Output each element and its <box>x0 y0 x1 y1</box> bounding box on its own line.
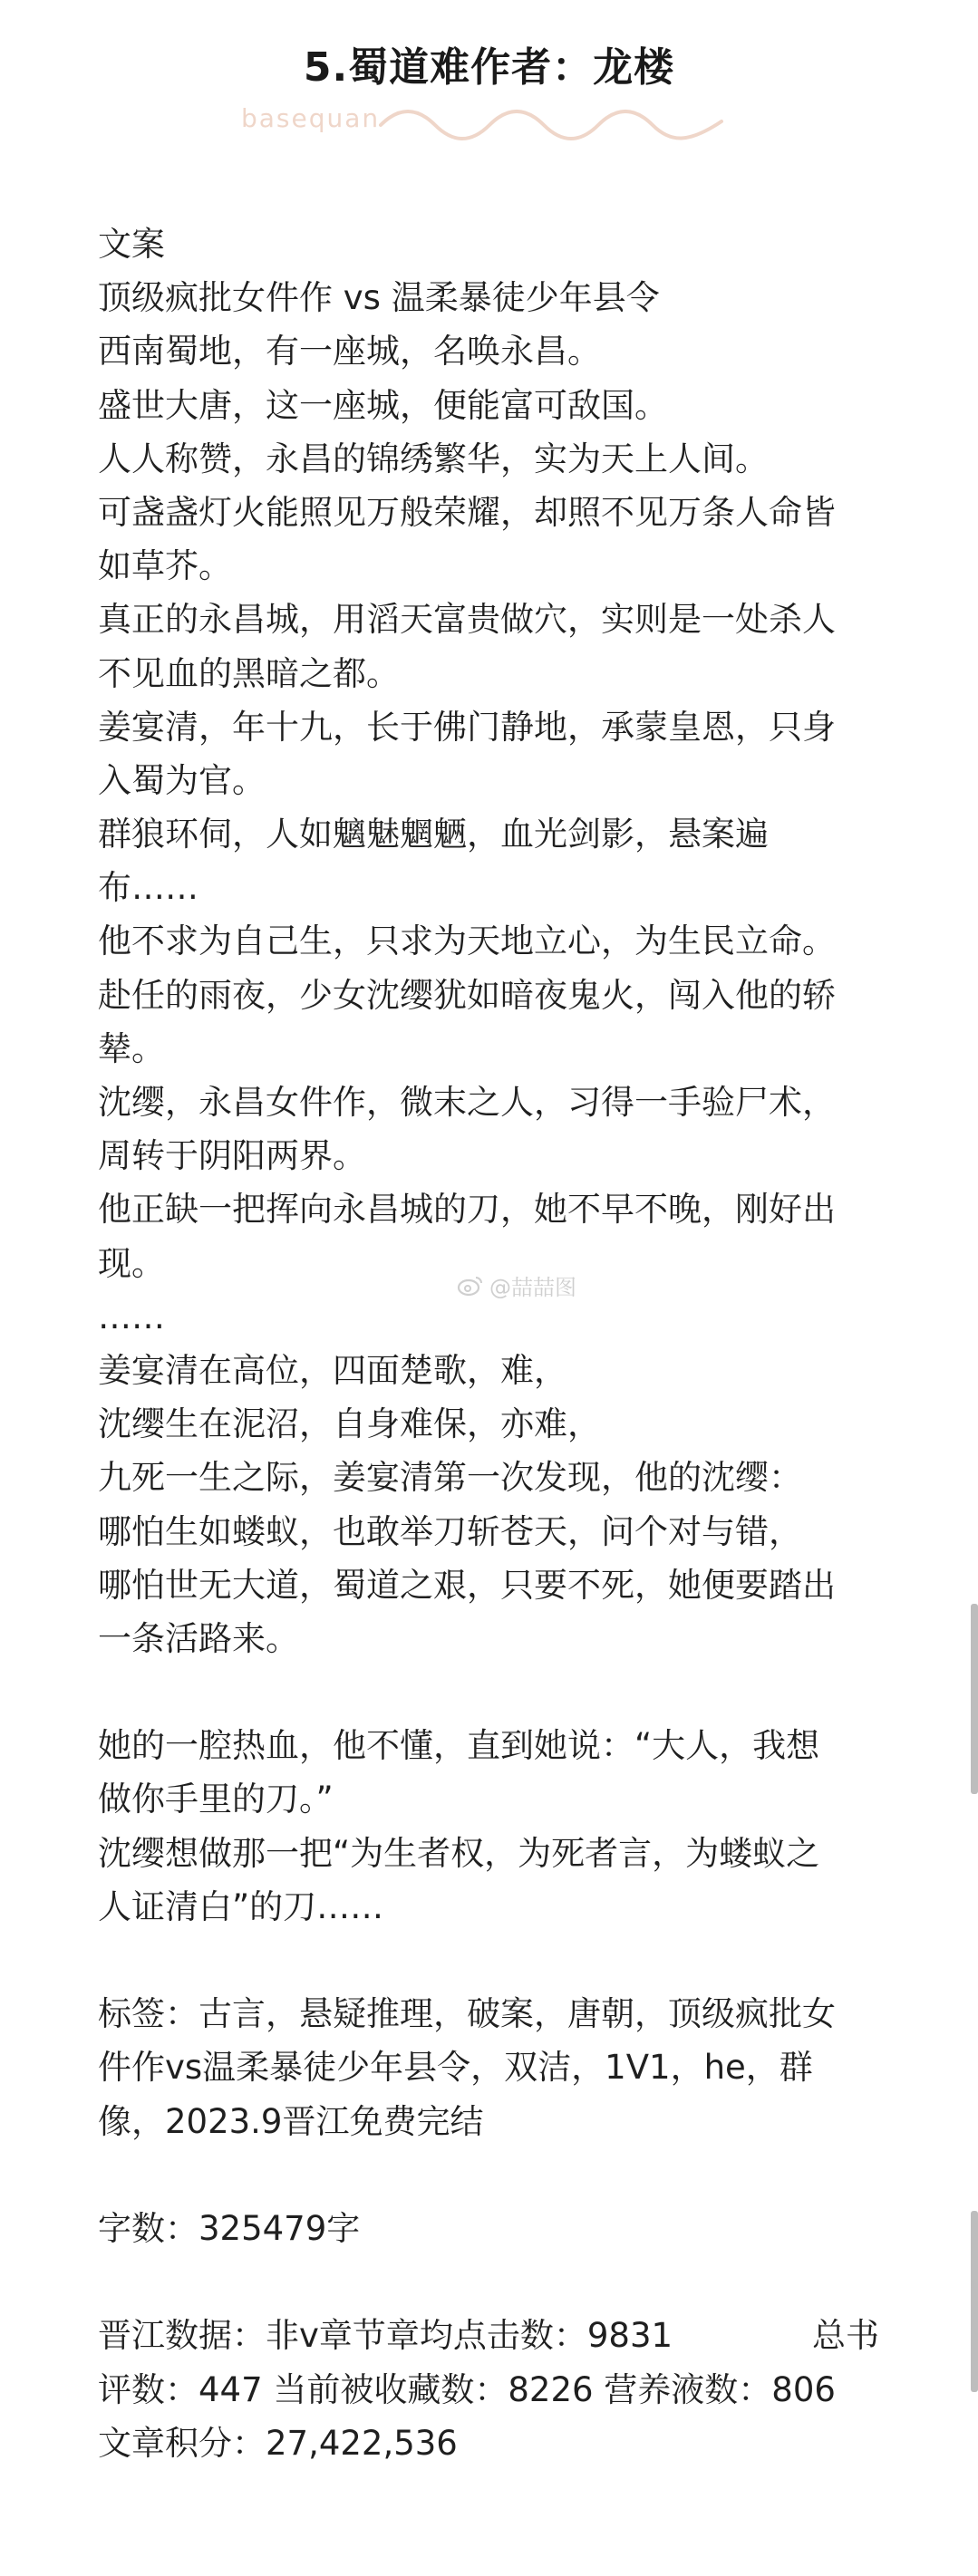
blank-line <box>98 2255 896 2309</box>
weibo-icon <box>457 1275 484 1297</box>
text-line: 做你手里的刀。” <box>98 1780 334 1819</box>
text-line: 姜宴清在高位，四面楚歌，难， <box>98 1350 567 1390</box>
scrollbar-thumb-upper[interactable] <box>971 1604 978 1794</box>
text-line: 沈缨想做那一把“为生者权，为死者言，为蝼蚁之 <box>98 1833 820 1873</box>
text-line: 可盏盏灯火能照见万般荣耀，却照不见万条人命皆 <box>98 492 836 532</box>
watermark-text: @喆喆图 <box>489 1275 576 1300</box>
text-line: …… <box>98 1297 165 1336</box>
page-title: 5.蜀道难作者：龙楼 <box>303 44 675 91</box>
text-line: 哪怕世无大道，蜀道之艰，只要不死，她便要踏出 <box>98 1565 836 1605</box>
text-line: 不见血的黑暗之都。 <box>98 653 400 693</box>
text-line: 哪怕生如蝼蚁，也敢举刀斩苍天，问个对与错， <box>98 1511 802 1551</box>
scrollbar-thumb-lower[interactable] <box>971 2211 978 2392</box>
text-line: 真正的永昌城，用滔天富贵做穴，实则是一处杀人 <box>98 600 836 640</box>
text-line: 九死一生之际，姜宴清第一次发现，他的沈缨： <box>98 1458 802 1498</box>
text-line: 入蜀为官。 <box>98 760 266 800</box>
text-line: 辇。 <box>98 1028 165 1068</box>
text-line: 群狼环伺，人如魑魅魍魉，血光剑影，悬案遍 <box>98 815 769 854</box>
text-line: 如草芥。 <box>98 546 232 586</box>
text-line: 沈缨生在泥沼，自身难保，亦难， <box>98 1404 601 1444</box>
stats-line-1 <box>98 2309 879 2362</box>
stats-clicks: 晋江数据：非v章节章均点击数：9831 <box>98 2316 673 2356</box>
body-lines <box>98 217 896 2309</box>
wave-decoration-icon <box>379 100 723 145</box>
text-line: 盛世大唐，这一座城，便能富可敌国。 <box>98 385 668 425</box>
text-line: 标签：古言，悬疑推理，破案，唐朝，顶级疯批女 <box>98 1994 836 2034</box>
text-line: 一条活路来。 <box>98 1618 299 1658</box>
stats-line-3: 文章积分：27,422,536 <box>98 2423 458 2463</box>
text-line: 周转于阴阳两界。 <box>98 1136 366 1176</box>
text-line: 他不求为自己生，只求为天地立心，为生民立命。 <box>98 921 836 961</box>
text-line: 她的一腔热血，他不懂，直到她说：“大人，我想 <box>98 1726 820 1766</box>
text-line: 布…… <box>98 868 199 908</box>
text-line: 西南蜀地，有一座城，名唤永昌。 <box>98 332 601 371</box>
blank-line <box>98 1934 896 1987</box>
article-body <box>98 217 896 2470</box>
text-line: 现。 <box>98 1243 165 1283</box>
text-line: 字数：325479字 <box>98 2208 361 2248</box>
text-line: 人证清白”的刀…… <box>98 1886 384 1926</box>
stats-line-2: 评数：447 当前被收藏数：8226 营养液数：806 <box>98 2369 836 2409</box>
text-line: 他正缺一把挥向永昌城的刀，她不早不晚，刚好出 <box>98 1190 836 1230</box>
stats-reviews-label: 总书 <box>812 2316 879 2356</box>
text-line: 文案 <box>98 225 165 264</box>
brand-text: basequan <box>241 103 381 133</box>
text-line: 沈缨，永昌女件作，微末之人，习得一手验尸术， <box>98 1083 836 1122</box>
text-line: 赴任的雨夜，少女沈缨犹如暗夜鬼火，闯入他的轿 <box>98 975 836 1015</box>
text-line: 姜宴清，年十九，长于佛门静地，承蒙皇恩，只身 <box>98 707 836 747</box>
text-line: 像，2023.9晋江免费完结 <box>98 2101 484 2141</box>
blank-line <box>98 2148 896 2202</box>
text-line: 人人称赞，永昌的锦绣繁华，实为天上人间。 <box>98 439 769 478</box>
blank-line <box>98 1665 896 1719</box>
text-line: 件作vs温柔暴徒少年县令，双洁，1V1，he，群 <box>98 2048 813 2088</box>
watermark <box>457 1269 576 1301</box>
text-line: 顶级疯批女件作 vs 温柔暴徒少年县令 <box>98 278 660 318</box>
